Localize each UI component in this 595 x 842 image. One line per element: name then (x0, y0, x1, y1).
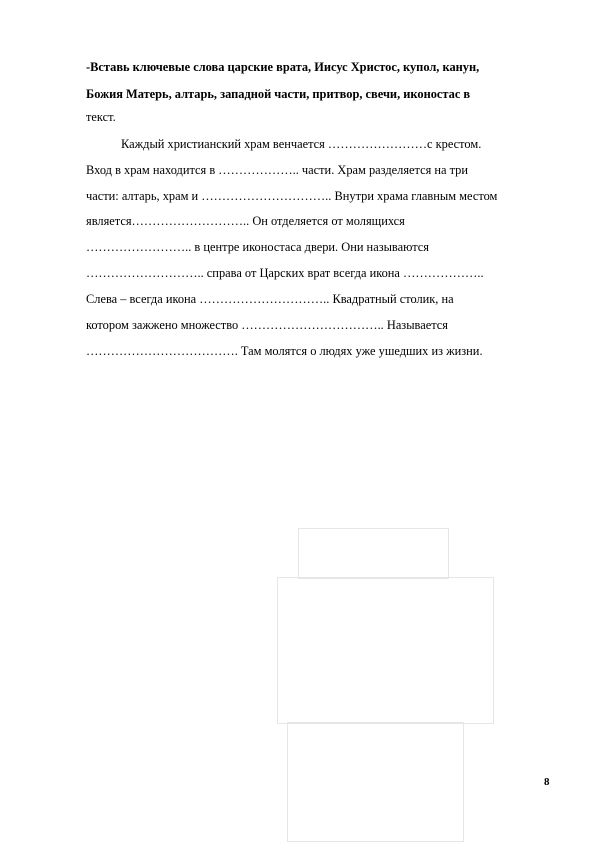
text-line-9: ………………………………. Там молятся о людях уже ушедших из жизни. (86, 344, 483, 358)
task-line-1: -Вставь ключевые слова царские врата, Иисус Христос, купол, канун, (86, 60, 480, 74)
text-line-3: части: алтарь, храм и ………………………….. Внутри храма главным местом (86, 189, 498, 203)
text-line-8: котором зажжено множество …………………………….. Называется (86, 318, 448, 332)
page-number: 8 (544, 776, 550, 788)
text-line-5: …………………….. в центре иконостаса двери. Они называются (86, 240, 429, 254)
faint-frame-middle (277, 577, 494, 724)
task-line-3: текст. (86, 110, 116, 124)
text-line-4: является……………………….. Он отделяется от молящихся (86, 214, 405, 228)
text-line-1: Каждый христианский храм венчается ……………………с крестом. (121, 137, 482, 151)
text-line-7: Слева – всегда икона ………………………….. Квадратный столик, на (86, 292, 454, 306)
faint-frame-bottom (287, 722, 464, 842)
faint-frame-top (298, 528, 449, 579)
task-line-2: Божия Матерь, алтарь, западной части, притвор, свечи, иконостас в (86, 87, 471, 101)
text-line-6: ……………………….. справа от Царских врат всегда икона ……………….. (86, 266, 484, 280)
text-line-2: Вход в храм находится в ……………….. части. Храм разделяется на три (86, 163, 469, 177)
